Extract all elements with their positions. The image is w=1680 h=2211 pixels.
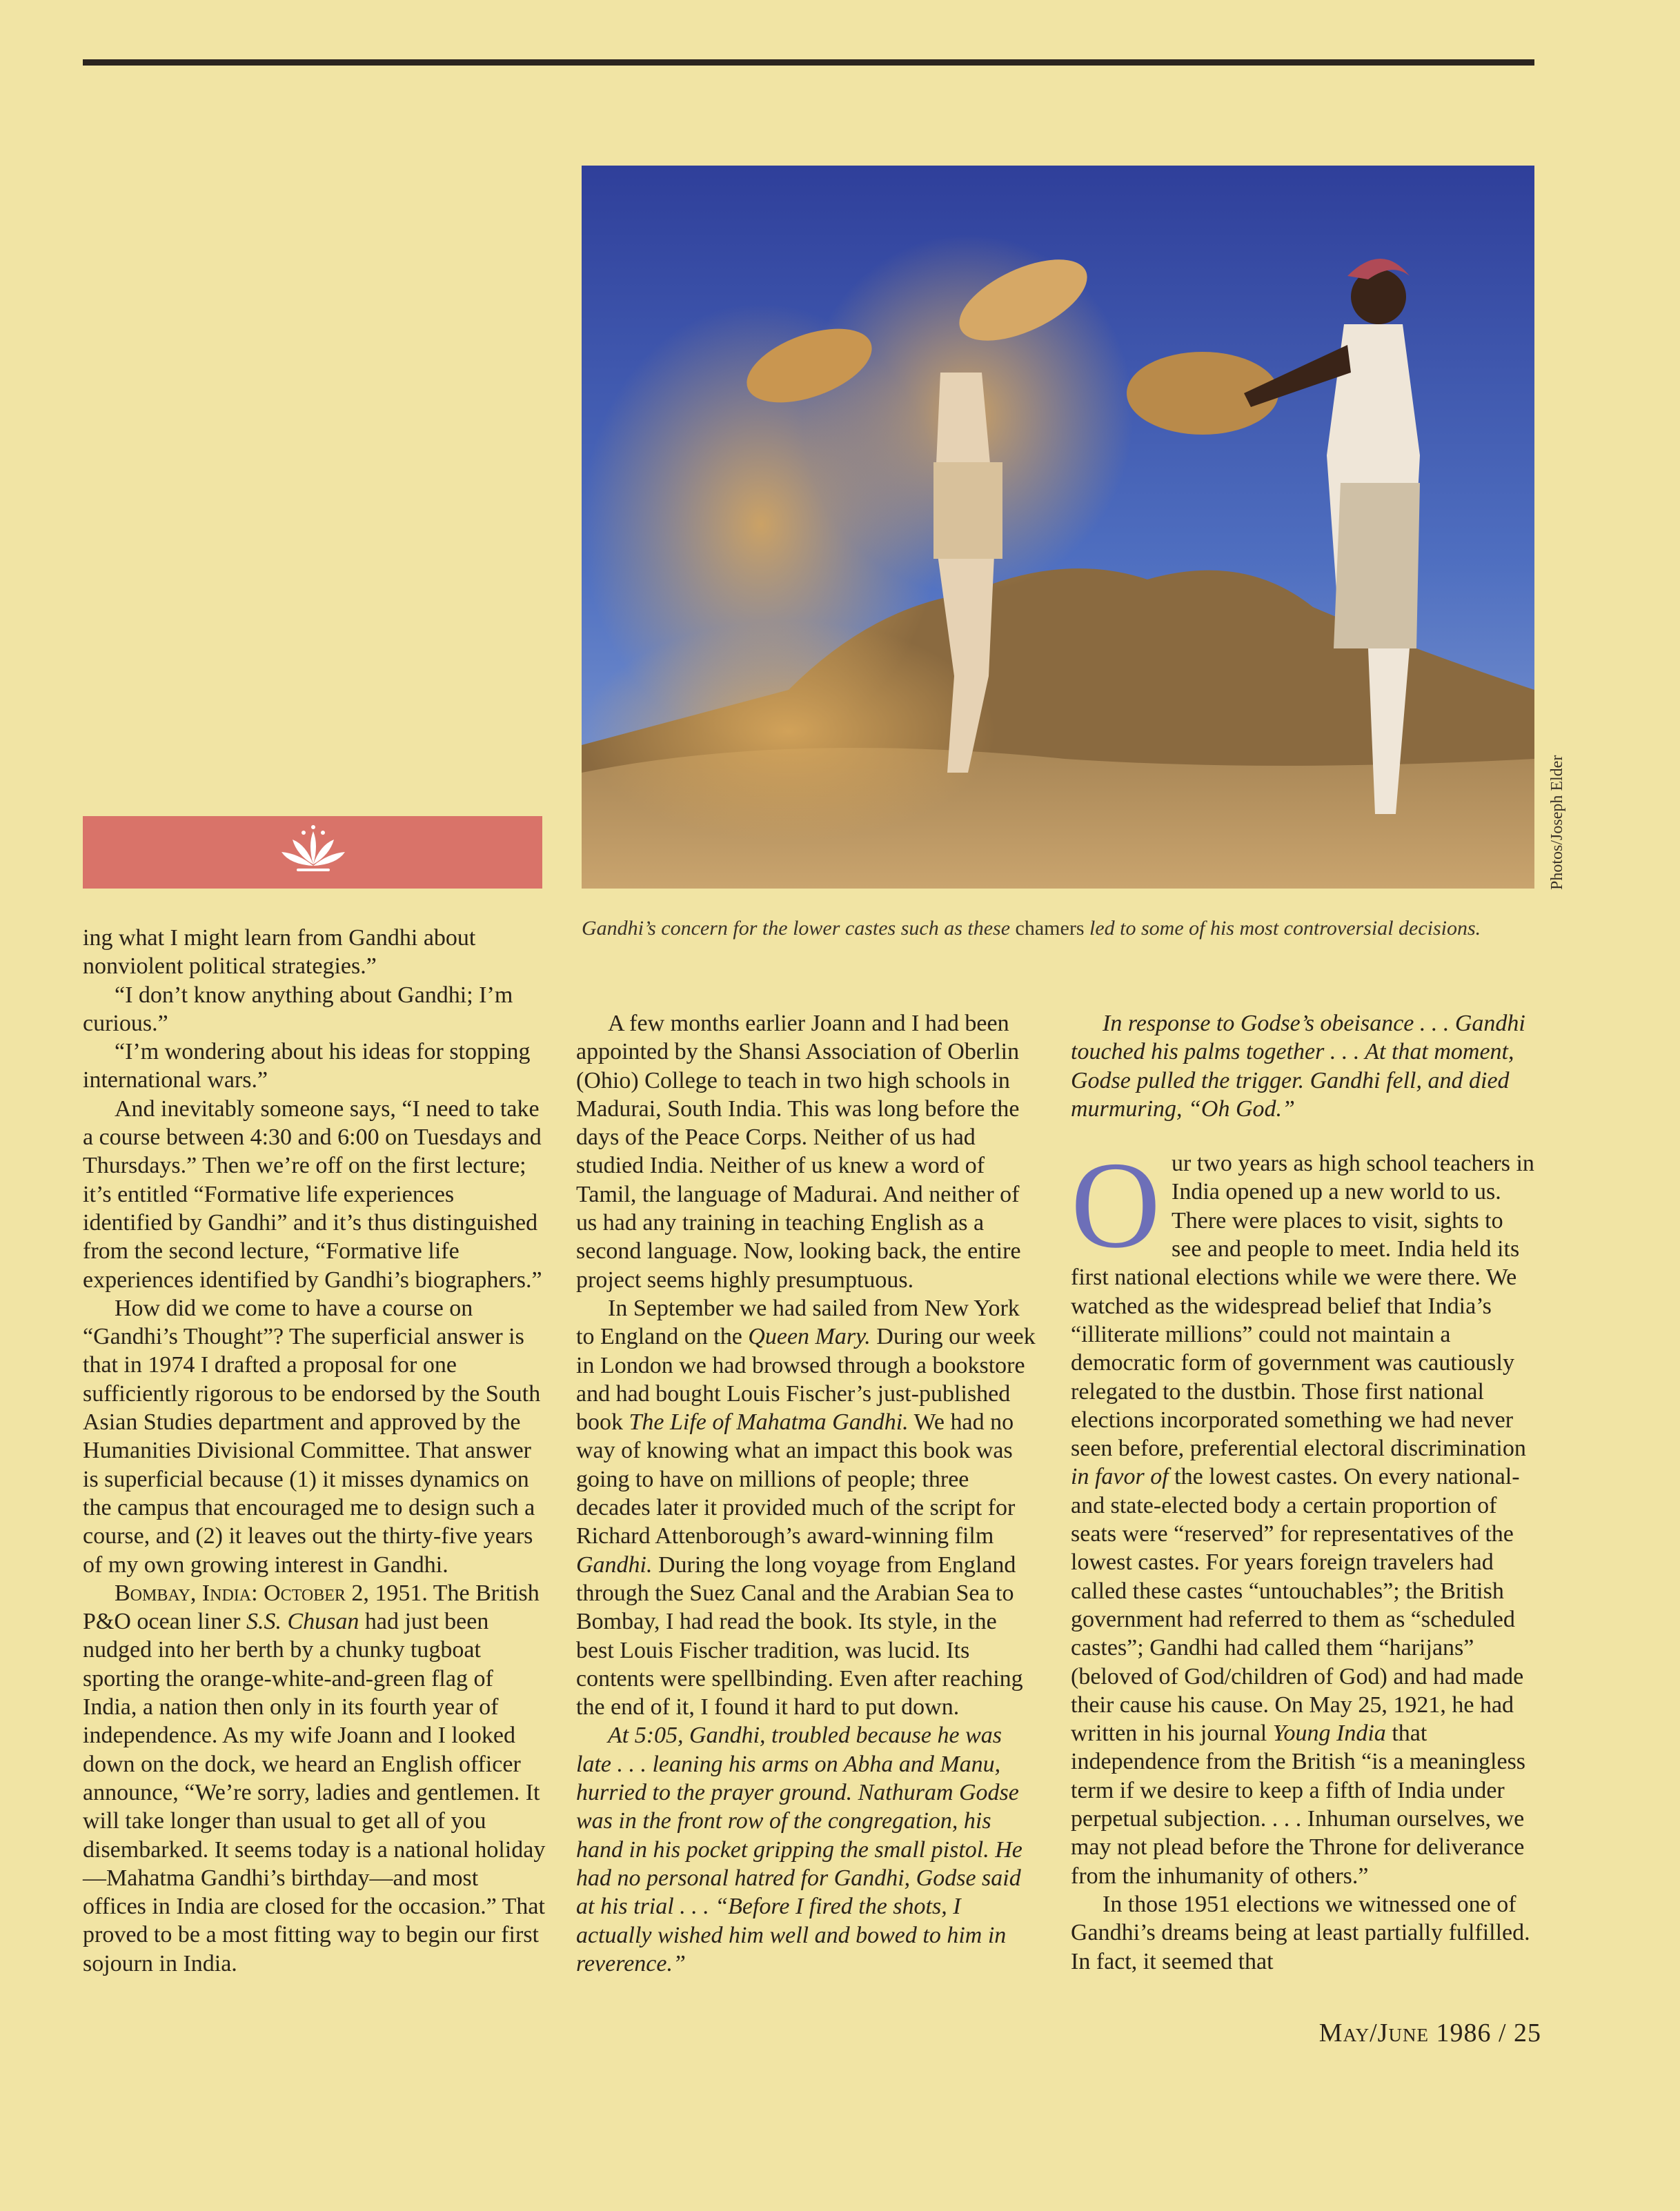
text-run: that independence from the British “is a meaningless term if we desire to keep a fifth of India under perpetual subjection. . . . Inhuman ourselves, we may not plead before the Throne for deliverance from the inhumanity of others.” bbox=[1071, 1721, 1526, 1889]
column-3 bbox=[1071, 1009, 1534, 1976]
column-1 bbox=[83, 924, 546, 1978]
emphasis: in favor of bbox=[1071, 1464, 1169, 1490]
text-run: had just been nudged into her berth by a chunky tugboat sporting the orange-white-and-green flag of India, a nation then only in its fourth year of independence. As my wife Joann and I looked down on the dock, we heard an English officer announce, “We’re sorry, ladies and gentlemen. It will take longer than usual to get all of you disembarked. It seems today is a national holiday—Mahatma Gandhi’s birthday—and most offices in India are closed for the occasion.” That proved to be a most fitting way to begin our first sojourn in India. bbox=[83, 1609, 546, 1976]
book-title: The Life of Mahatma Gandhi. bbox=[629, 1409, 909, 1436]
page-folio: May/June 1986 / 25 bbox=[1318, 2019, 1541, 2048]
dateline: Bombay, India: October 2, 1951. bbox=[115, 1580, 428, 1606]
quoted-passage: At 5:05, Gandhi, troubled because he was late . . . leaning his arms on Abha and Manu, hurried to the prayer ground. Nathuram Godse was in the front row of the congregation, his hand in his pocket gripping the small pistol. He had no personal hatred for Gandhi, Godse said at his trial . . . “Before I fired the shots, I actually wished him well and bowed to him in reverence.” bbox=[576, 1723, 1022, 1976]
paragraph bbox=[576, 1294, 1040, 1721]
photo-credit: Photos/Joseph Elder bbox=[1548, 755, 1566, 890]
photo-caption bbox=[582, 915, 1541, 942]
paragraph bbox=[1071, 1136, 1534, 1890]
text-run: During our week in London we had browsed through a bookstore and had bought Louis Fischer’s just-published book bbox=[576, 1324, 1036, 1436]
lotus-ornament-icon bbox=[276, 824, 350, 880]
paragraph: A few months earlier Joann and I had been appointed by the Shansi Association of Oberlin (Ohio) College to teach in two high schools in Madurai, South India. This was long before the days of the Peace Corps. Neither of us had studied India. Neither of us knew a word of Tamil, the language of Madurai. And neither of us had any training in teaching English as a second language. Now, looking back, the entire project seems highly presumptuous. bbox=[576, 1011, 1021, 1293]
text-run: We had no way of knowing what an impact this book was going to have on millions of people; three decades later it provided much of the script for Richard Attenborough’s award-winning film bbox=[576, 1409, 1016, 1549]
text-run: In September we had sailed from New York to England on the bbox=[576, 1295, 1020, 1350]
ship-name: Queen Mary. bbox=[748, 1324, 871, 1350]
quoted-passage: In response to Godse’s obeisance . . . Gandhi touched his palms together . . . At that moment, Godse pulled the trigger. Gandhi fell, and died murmuring, “Oh God.” bbox=[1071, 1011, 1525, 1122]
top-rule bbox=[83, 59, 1534, 66]
text-run: The British P&O ocean liner bbox=[83, 1580, 540, 1635]
film-title: Gandhi. bbox=[576, 1551, 653, 1578]
paragraph: And inevitably someone says, “I need to take a course between 4:30 and 6:00 on Tuesdays and Thursdays.” Then we’re off on the first lecture; it’s entitled “Formative life experiences identified by Gandhi” and it’s thus distinguished from the second lecture, “Formative life experiences identified by Gandhi’s biographers.” bbox=[83, 1095, 542, 1293]
caption-text-1: Gandhi’s concern for the lower castes such as these bbox=[582, 917, 1011, 940]
paragraph: In those 1951 elections we witnessed one of Gandhi’s dreams being at least partially fulfilled. In fact, it seemed that bbox=[1071, 1891, 1530, 1974]
text-run: During the long voyage from England through the Suez Canal and the Arabian Sea to Bombay, I had read the book. Its style, in the best Louis Fischer tradition, was lucid. Its contents were spellbinding. Even after reaching the end of it, I found it hard to put down. bbox=[576, 1551, 1023, 1721]
text-run: ur two years as high school teachers in India opened up a new world to us. There were places to visit, sights to see and people to meet. India held its first national elections while we were there. We watched as the widespread belief that India’s “illiterate millions” could not maintain a democratic form of government was cautiously relegated to the dustbin. Those first national elections incorporated something we had never seen before, preferential electoral discrimination bbox=[1071, 1151, 1534, 1462]
paragraph: ing what I might learn from Gandhi about nonviolent political strategies.” bbox=[83, 925, 476, 980]
caption-text-2: led to some of his most controversial decisions. bbox=[1089, 917, 1481, 940]
winnowing-illustration bbox=[582, 166, 1534, 889]
column-2 bbox=[576, 1009, 1040, 1978]
paragraph bbox=[83, 1579, 546, 1978]
journal-title: Young India bbox=[1272, 1721, 1386, 1747]
paragraph: “I don’t know anything about Gandhi; I’m curious.” bbox=[83, 982, 513, 1036]
section-banner bbox=[83, 816, 542, 889]
caption-term: chamers bbox=[1010, 917, 1089, 940]
ship-name: S.S. Chusan bbox=[246, 1609, 359, 1635]
chamers-photo bbox=[582, 166, 1534, 889]
paragraph: How did we come to have a course on “Gandhi’s Thought”? The superficial answer is that in 1974 I drafted a proposal for one sufficiently rigorous to be endorsed by the South Asian Studies department and approved by the Humanities Divisional Committee. That answer is superficial because (1) it misses dynamics on the campus that encouraged me to design such a course, and (2) it leaves out the thirty-five years of my own growing interest in Gandhi. bbox=[83, 1295, 541, 1578]
paragraph: “I’m wondering about his ideas for stopping international wars.” bbox=[83, 1039, 531, 1093]
text-run: the lowest castes. On every national- and state-elected body a certain proportion of seats were “reserved” for representatives of the lowest castes. For years foreign travelers had called these castes “untouchables”; the British government had referred to them as “scheduled castes”; Gandhi had called them “harijans” (beloved of God/children of God) and had made their cause his cause. On May 25, 1921, he had written in his journal bbox=[1071, 1464, 1524, 1747]
drop-cap: O bbox=[1071, 1136, 1160, 1274]
